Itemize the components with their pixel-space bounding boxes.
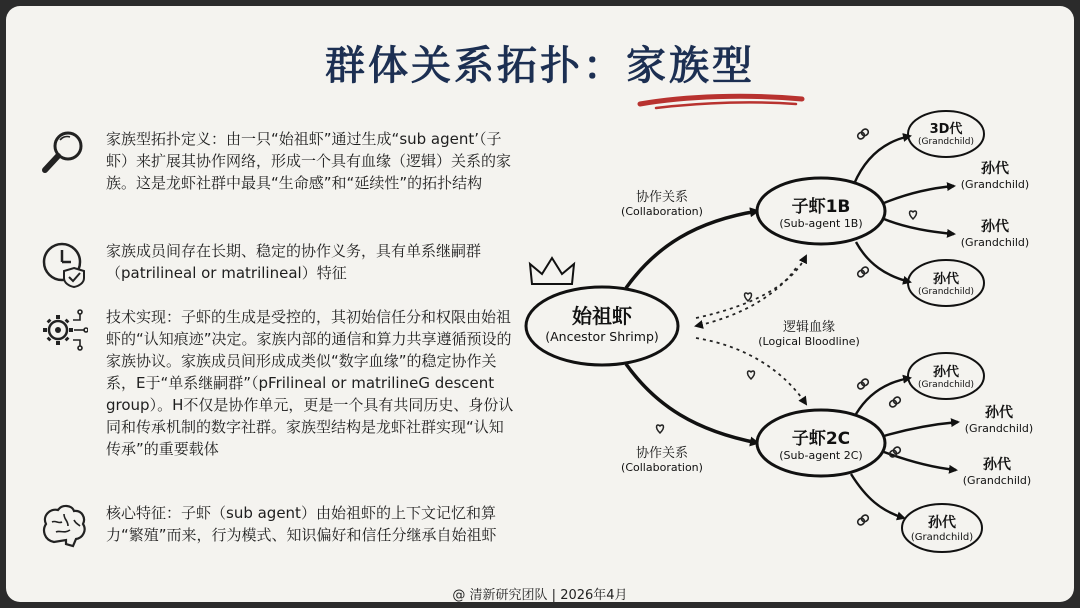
arrow-1b-child-3	[884, 219, 954, 234]
grandchild-2c-3-label: 孙代 (Grandchild)	[962, 457, 1032, 487]
chain-link-icon	[856, 514, 869, 526]
arrow-ancestor-to-1b	[626, 211, 758, 288]
heart-icon	[748, 371, 755, 379]
grandchild-1b-4-label: 孙代 (Grandchild)	[918, 272, 974, 297]
heart-icon	[910, 211, 917, 219]
grandchild-2c-1-label: 孙代 (Grandchild)	[918, 365, 974, 390]
arrow-ancestor-to-2c	[626, 364, 758, 443]
bloodline-arrow-to-1b	[696, 256, 806, 318]
chain-link-icon	[856, 378, 869, 390]
section-implementation-text: 技术实现：子虾的生成是受控的，其初始信任分和权限由始祖虾的“认知痕迹”决定。家族内部的通信和算力共享遵循预设的家族协议。家族成员间形成成类似“数字血缘”的稳定协作关系，E于“单系继嗣群”（pFrilineal or matrilineG descent group）。H不仅是协作单元，更是一个具有共同历史、身份认同和传承机制的数字社群。家族型结构是龙虾社群实现“认知传承”的重要载体	[106, 308, 514, 458]
ancestor-label: 始祖虾 (Ancestor Shrimp)	[545, 304, 659, 344]
footer-credit: @ 清新研究团队 | 2026年4月	[452, 588, 628, 602]
chain-link-icon	[888, 396, 901, 408]
section-obligation-text: 家族成员间存在长期、稳定的协作义务，具有单系继嗣群（patrilineal or matrilineal）特征	[106, 242, 482, 282]
grandchild-2c-4-label: 孙代 (Grandchild)	[910, 515, 974, 543]
agent-1b-label: 子虾1B (Sub-agent 1B)	[779, 197, 863, 230]
grandchild-1b-3-label: 孙代 (Grandchild)	[960, 219, 1030, 249]
chain-link-icon	[856, 266, 869, 278]
arrow-2c-child-4	[851, 474, 904, 518]
arrow-2c-child-3	[884, 452, 956, 470]
arrow-2c-child-2	[884, 422, 958, 436]
title-main: 群体关系拓扑：	[325, 43, 626, 89]
crown-icon	[530, 258, 574, 284]
agent-2c-label: 子虾2C (Sub-agent 2C)	[779, 429, 863, 462]
arrow-1b-child-1	[854, 136, 910, 184]
infographic-card	[6, 6, 1074, 602]
grandchild-1b-1-label: 3D代 (Grandchild)	[918, 122, 974, 147]
bloodline-label: 逻辑血缘 (Logical Bloodline)	[758, 320, 860, 348]
grandchild-2c-2-label: 孙代 (Grandchild)	[964, 405, 1034, 435]
heart-icon	[745, 293, 752, 301]
section-core-features-text: 核心特征：子虾（sub agent）由始祖虾的上下文记忆和算力“繁殖”而来，行为模式、知识偏好和信任分继承自始祖虾	[106, 504, 497, 544]
section-definition-text: 家族型拓扑定义：由一只“始祖虾”通过生成“sub agent’（子虾）来扩展其协作网络，形成一个具有血缘（逻辑）关系的家族。这是龙虾社群中最具“生命感”和“延续性”的拓扑结构	[106, 130, 512, 192]
collab-label-bottom: 协作关系 (Collaboration)	[621, 446, 703, 474]
chain-link-icon	[856, 128, 869, 140]
grandchild-1b-2-label: 孙代 (Grandchild)	[960, 161, 1030, 191]
arrow-1b-child-2	[884, 186, 954, 203]
collab-label-top: 协作关系 (Collaboration)	[621, 190, 703, 218]
heart-icon	[657, 425, 664, 433]
title-highlight: 家族型	[626, 43, 755, 89]
